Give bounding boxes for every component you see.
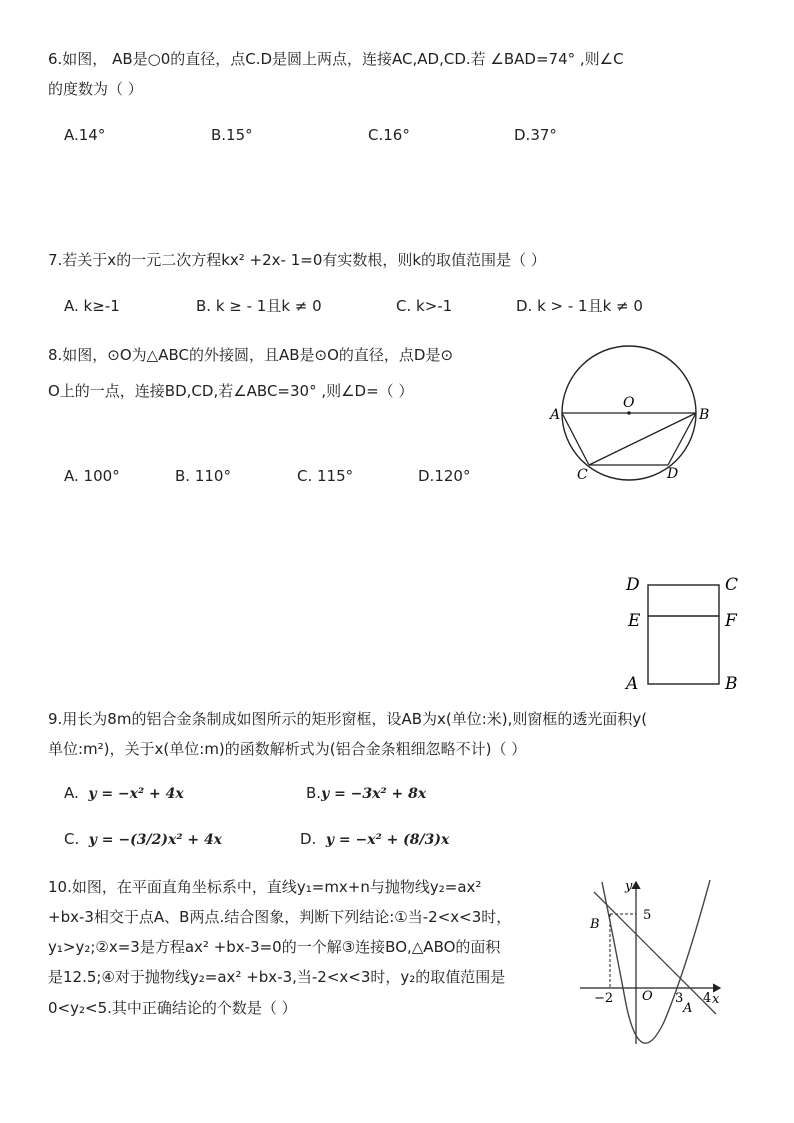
label-d: D (626, 575, 640, 595)
label-point-b: B (590, 917, 600, 932)
q9-text-line2: 单位:m²)，关于x(单位:m)的函数解析式为(铝合金条粗细忽略不计)（ ） (48, 740, 527, 758)
label-d: D (667, 466, 679, 482)
q8-text-line1: 8.如图，⊙O为△ABC的外接圆，且AB是⊙O的直径，点D是⊙ (48, 346, 454, 364)
q10-text-line2: +bx-3相交于点A、B两点.结合图象，判断下列结论:①当-2<x<3时， (48, 908, 512, 926)
label-x-axis: x (712, 992, 720, 1007)
label-a: A (550, 407, 561, 423)
q7-option-b: B. k ≥ - 1且k ≠ 0 (196, 297, 322, 315)
label-f: F (725, 611, 737, 631)
tick-label-neg2: −2 (594, 991, 614, 1006)
q10-text-line1: 10.如图，在平面直角坐标系中，直线y₁=mx+n与抛物线y₂=ax² (48, 878, 482, 896)
q8-option-b: B. 110° (175, 467, 231, 485)
chord-ac (562, 413, 589, 465)
q9-option-b (306, 783, 426, 804)
q6-option-c: C.16° (368, 126, 410, 144)
tick-label-4: 4 (703, 991, 712, 1006)
q8-text-line2: O上的一点，连接BD,CD,若∠ABC=30° ,则∠D=（ ） (48, 382, 414, 400)
label-a: A (626, 674, 639, 694)
label-c: C (577, 467, 588, 483)
q8-option-d: D.120° (418, 467, 471, 485)
q7-option-a: A. k≥-1 (64, 297, 120, 315)
q8-option-a: A. 100° (64, 467, 120, 485)
center-point (627, 411, 631, 415)
q10-coordinate-figure (570, 872, 740, 1052)
q9-option-c-formula: y = −(3/2)x² + 4x (88, 832, 223, 848)
q9-option-d-formula: y = −x² + (8/3)x (325, 832, 450, 848)
q6-text-line1: 6.如图， AB是○0的直径，点C.D是圆上两点，连接AC,AD,CD.若 ∠BAD=74° ,则∠C (48, 50, 624, 68)
tick-label-3: 3 (675, 991, 684, 1006)
q6-option-b: B.15° (211, 126, 253, 144)
q6-option-d: D.37° (514, 126, 557, 144)
q9-option-a (64, 783, 184, 804)
q10-text-line4: 是12.5;④对于抛物线y₂=ax² +bx-3,当-2<x<3时，y₂的取值范围是 (48, 968, 506, 986)
label-e: E (628, 611, 641, 631)
q7-option-d: D. k > - 1且k ≠ 0 (516, 297, 643, 315)
q10-text-line5: 0<y₂<5.其中正确结论的个数是（ ） (48, 999, 297, 1017)
q9-option-a-formula: y = −x² + 4x (88, 786, 184, 802)
label-o: O (623, 395, 635, 411)
q9-option-d-letter: D. (300, 830, 317, 848)
q8-option-c: C. 115° (297, 467, 354, 485)
label-point-a: A (683, 1001, 693, 1016)
q9-option-c (64, 829, 222, 850)
q9-window-figure (620, 565, 750, 700)
q9-option-b-formula: y = −3x² + 8x (321, 786, 427, 802)
label-y-axis: y (625, 879, 633, 894)
q9-text-line1: 9.用长为8m的铝合金条制成如图所示的矩形窗框，设AB为x(单位:米),则窗框的透光面积y( (48, 710, 648, 728)
q9-option-a-letter: A. (64, 784, 79, 802)
parabola-curve (602, 880, 710, 1043)
chord-bd (668, 413, 696, 465)
label-b: B (725, 674, 738, 694)
label-c: C (725, 575, 739, 595)
q9-option-b-letter: B. (306, 784, 322, 802)
q9-option-c-letter: C. (64, 830, 80, 848)
q6-text-line2: 的度数为（ ） (48, 80, 143, 98)
window-frame (648, 585, 719, 684)
tick-label-5: 5 (643, 908, 652, 923)
label-origin: O (642, 989, 653, 1004)
q7-text-line1: 7.若关于x的一元二次方程kx² +2x- 1=0有实数根，则k的取值范围是（ ） (48, 251, 546, 269)
q7-option-c: C. k>-1 (396, 297, 453, 315)
q6-option-a: A.14° (64, 126, 106, 144)
q9-option-d (300, 829, 449, 850)
label-b: B (699, 407, 710, 423)
q8-circle-figure (545, 335, 725, 485)
q10-text-line3: y₁>y₂;②x=3是方程ax² +bx-3=0的一个解③连接BO,△ABO的面积 (48, 938, 501, 956)
